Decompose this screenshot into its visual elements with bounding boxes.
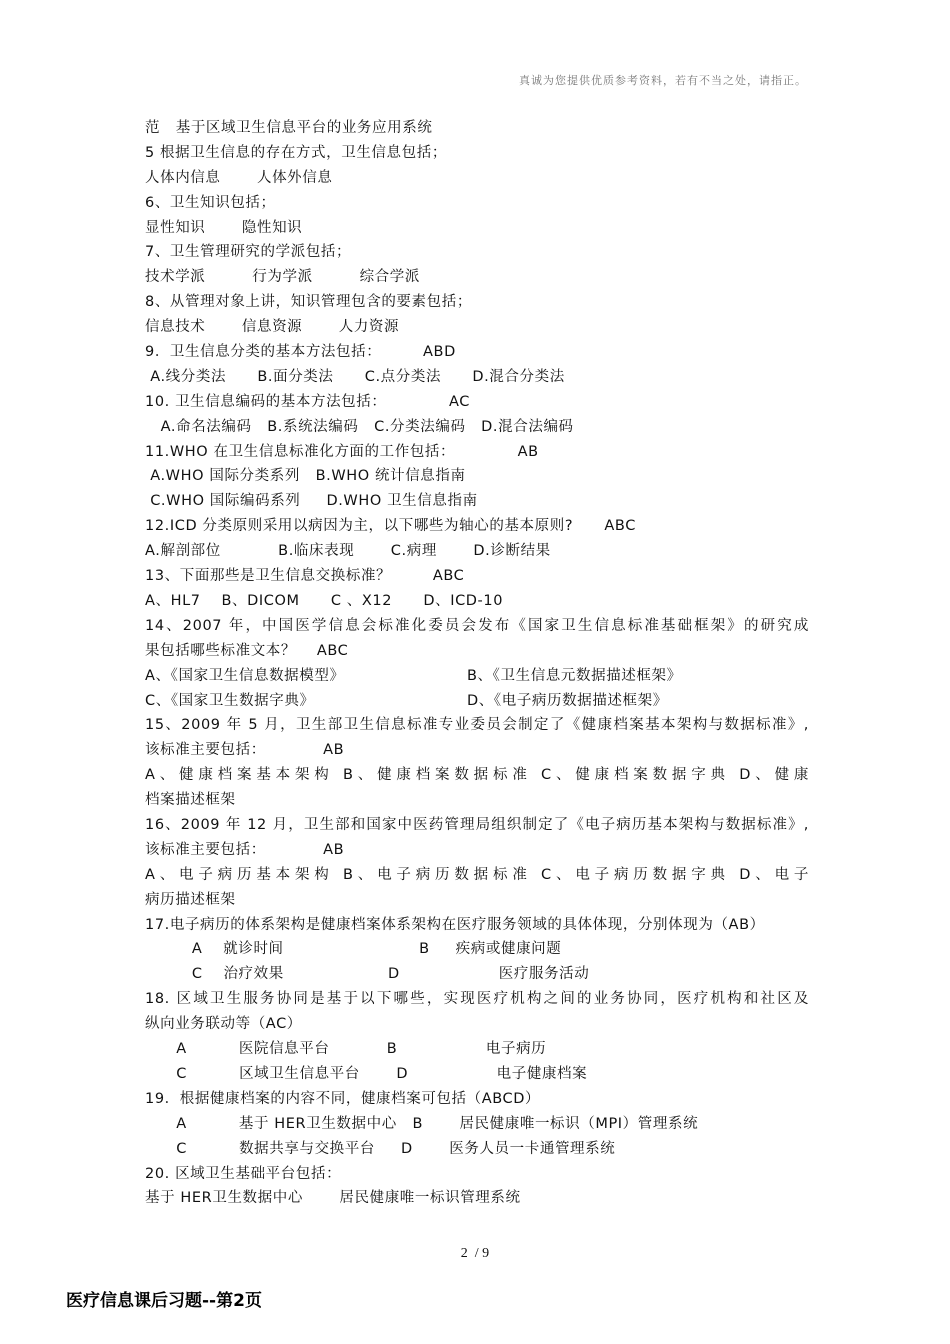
header-note: 真诚为您提供优质参考资料，若有不当之处，请指正。 bbox=[519, 74, 807, 87]
question-11-options-cd: C.WHO 国际编码系列 D.WHO 卫生信息指南 bbox=[145, 493, 478, 510]
question-13: 13、下面那些是卫生信息交换标准？ ABC bbox=[145, 568, 465, 585]
question-19-line-1: 19．根据健康档案的内容不同，健康档案可包括（ABCD） bbox=[145, 1090, 541, 1107]
option-b: B、《卫生信息元数据描述框架》 bbox=[467, 667, 682, 684]
question-9-options: A.线分类法 B.面分类法 C.点分类法 D.混合分类法 bbox=[145, 368, 565, 385]
option-d: D、《电子病历数据描述框架》 bbox=[467, 692, 668, 709]
question-14-options-cd bbox=[145, 689, 809, 714]
question-9: 9．卫生信息分类的基本方法包括： ABD bbox=[145, 344, 456, 361]
question-12-options: A.解剖部位 B.临床表现 C.病理 D.诊断结果 bbox=[145, 543, 551, 560]
question-18-line-2: 纵向业务联动等（AC） bbox=[145, 1016, 302, 1033]
question-18-line-4: C 区域卫生信息平台 D 电子健康档案 bbox=[145, 1065, 588, 1082]
text-line: 5 根据卫生信息的存在方式，卫生信息包括； bbox=[145, 144, 447, 161]
question-19-line-3: C 数据共享与交换平台 D 医务人员一卡通管理系统 bbox=[145, 1140, 616, 1157]
text-line: 技术学派 行为学派 综合学派 bbox=[145, 269, 420, 286]
text-line: 8、从管理对象上讲，知识管理包含的要素包括； bbox=[145, 294, 472, 311]
question-15-line-3: A、健康档案基本架构 B、健康档案数据标准 C、健康档案数据字典 D、健康 bbox=[145, 767, 809, 784]
question-12: 12.ICD 分类原则采用以病因为主，以下哪些为轴心的基本原则? ABC bbox=[145, 518, 636, 535]
question-17-line-3: C 治疗效果 D 医疗服务活动 bbox=[145, 966, 590, 983]
question-10: 10. 卫生信息编码的基本方法包括： AC bbox=[145, 393, 470, 410]
question-17-line-2: A 就诊时间 B 疾病或健康问题 bbox=[145, 941, 562, 958]
document-body bbox=[145, 116, 809, 1211]
question-15-line-1: 15、2009 年 5 月，卫生部卫生信息标准专业委员会制定了《健康档案基本架构与数据标准》, bbox=[145, 717, 809, 734]
question-11: 11.WHO 在卫生信息标准化方面的工作包括： AB bbox=[145, 443, 539, 460]
question-14-options-ab bbox=[145, 664, 809, 689]
question-18-line-3: A 医院信息平台 B 电子病历 bbox=[145, 1041, 547, 1058]
option-a: A、《国家卫生信息数据模型》 bbox=[145, 667, 345, 684]
question-20-line-1: 20. 区域卫生基础平台包括： bbox=[145, 1165, 342, 1182]
question-15-line-4: 档案描述框架 bbox=[145, 792, 236, 809]
text-line: 人体内信息 人体外信息 bbox=[145, 169, 333, 186]
question-10-options: A.命名法编码 B.系统法编码 C.分类法编码 D.混合法编码 bbox=[145, 418, 574, 435]
question-13-options: A、HL7 B、DICOM C 、X12 D、ICD-10 bbox=[145, 592, 504, 609]
question-11-options-ab: A.WHO 国际分类系列 B.WHO 统计信息指南 bbox=[145, 468, 466, 485]
question-15-line-2: 该标准主要包括： AB bbox=[145, 742, 345, 759]
text-line: 6、卫生知识包括； bbox=[145, 194, 276, 211]
question-19-line-2: A 基于 HER卫生数据中心 B 居民健康唯一标识（MPI）管理系统 bbox=[145, 1115, 699, 1132]
text-line: 7、卫生管理研究的学派包括； bbox=[145, 244, 352, 261]
question-20-line-2: 基于 HER卫生数据中心 居民健康唯一标识管理系统 bbox=[145, 1190, 521, 1207]
footer-title: 医疗信息课后习题--第2页 bbox=[66, 1291, 262, 1311]
question-16-line-2: 该标准主要包括： AB bbox=[145, 841, 345, 858]
text-line: 范 基于区域卫生信息平台的业务应用系统 bbox=[145, 120, 433, 136]
question-14-line-1: 14、2007 年，中国医学信息会标准化委员会发布《国家卫生信息标准基础框架》的研究成 bbox=[145, 617, 809, 634]
text-line: 显性知识 隐性知识 bbox=[145, 219, 303, 236]
option-c: C、《国家卫生数据字典》 bbox=[145, 692, 315, 709]
page-number: 2 / 9 bbox=[460, 1246, 490, 1261]
question-17-line-1: 17.电子病历的体系架构是健康档案体系架构在医疗服务领域的具体体现，分别体现为（AB） bbox=[145, 916, 765, 933]
question-16-line-4: 病历描述框架 bbox=[145, 891, 236, 908]
text-line: 信息技术 信息资源 人力资源 bbox=[145, 319, 400, 336]
question-16-line-3: A、电子病历基本架构 B、电子病历数据标准 C、电子病历数据字典 D、电子 bbox=[145, 866, 809, 883]
question-18-line-1: 18. 区域卫生服务协同是基于以下哪些，实现医疗机构之间的业务协同，医疗机构和社区及 bbox=[145, 991, 809, 1008]
question-16-line-1: 16、2009 年 12 月，卫生部和国家中医药管理局组织制定了《电子病历基本架构与数据标准》, bbox=[145, 816, 809, 833]
question-14-line-2: 果包括哪些标准文本？ ABC bbox=[145, 642, 349, 659]
